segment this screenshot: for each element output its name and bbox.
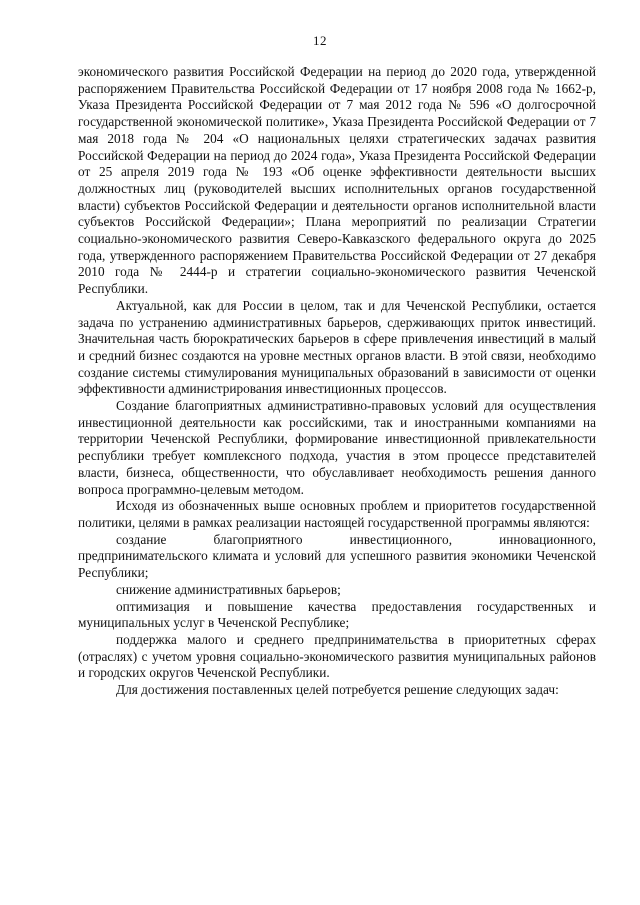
page-number: 12: [313, 33, 327, 48]
goal-list-item-investment-climate: создание благоприятного инвестиционного, инновационного, предпринимательского климата и условий для успешного развития экономики Чеченской Республики;: [78, 531, 596, 581]
paragraph-administrative-barriers: Актуальной, как для России в целом, так и для Чеченской Республики, остается задача по устранению административных барьеров, сдерживающих приток инвестиций. Значительная часть бюрократических барьеров в сфере привлечения инвестиций в малый и средний бизнес создаются на уровне местных органов власти. В этой связи, необходимо создание системы стимулирования муниципальных образований в зависимости от оценки эффективности администрирования инвестиционных процессов.: [78, 297, 596, 397]
goal-list-item-public-services: оптимизация и повышение качества предоставления государственных и муниципальных услуг в Чеченской Республике;: [78, 598, 596, 631]
paragraph-program-goals-intro: Исходя из обозначенных выше основных проблем и приоритетов государственной политики, целями в рамках реализации настоящей государственной программы являются:: [78, 498, 596, 530]
paragraph-legal-basis: экономического развития Российской Федерации на период до 2020 года, утвержденной распоряжением Правительства Российской Федерации от 17 ноября 2008 года № 1662-р, Указа Президента Российской Федерации от 7 мая 2012 года № 596 «О долгосрочной государственной экономической политике», Указа Президента Российской Федерации от 7 мая 2018 года № 204 «О национальных целяхи стратегических задачах развития Российской Федерации на период до 2024 года», Указа Президента Российской Федерации от 25 апреля 2019 года № 193 «Об оценке эффективности деятельности высших должностных лиц (руководителей высших исполнительных органов государственной власти) субъектов Российской Федерации и деятельности органов исполнительной власти субъектов Российской Федерации»; Плана мероприятий по реализации Стратегии социально-экономического развития Северо-Кавказского федерального округа до 2025 года, утвержденного распоряжением Правительства Российской Федерации от 27 декабря 2010 года № 2444-р и стратегии социально-экономического развития Чеченской Республики.: [78, 64, 596, 297]
document-body: [78, 64, 596, 699]
paragraph-tasks-intro: Для достижения поставленных целей потребуется решение следующих задач:: [116, 682, 559, 698]
goal-list-item-small-business: поддержка малого и среднего предпринимательства в приоритетных сферах (отраслях) с учетом уровня социально-экономического развития муниципальных районов и городских округов Чеченской Республики.: [78, 631, 596, 681]
paragraph-investment-conditions: Создание благоприятных административно-правовых условий для осуществления инвестиционной деятельности как российскими, так и иностранными компаниями на территории Чеченской Республики, формирование инвестиционной привлекательности республики требует комплексного подхода, участия в этом процессе представителей власти, бизнеса, общественности, что обуславливает необходимость решения данного вопроса программно-целевым методом.: [78, 398, 596, 497]
goal-list-item-reduce-barriers: снижение административных барьеров;: [116, 581, 341, 597]
